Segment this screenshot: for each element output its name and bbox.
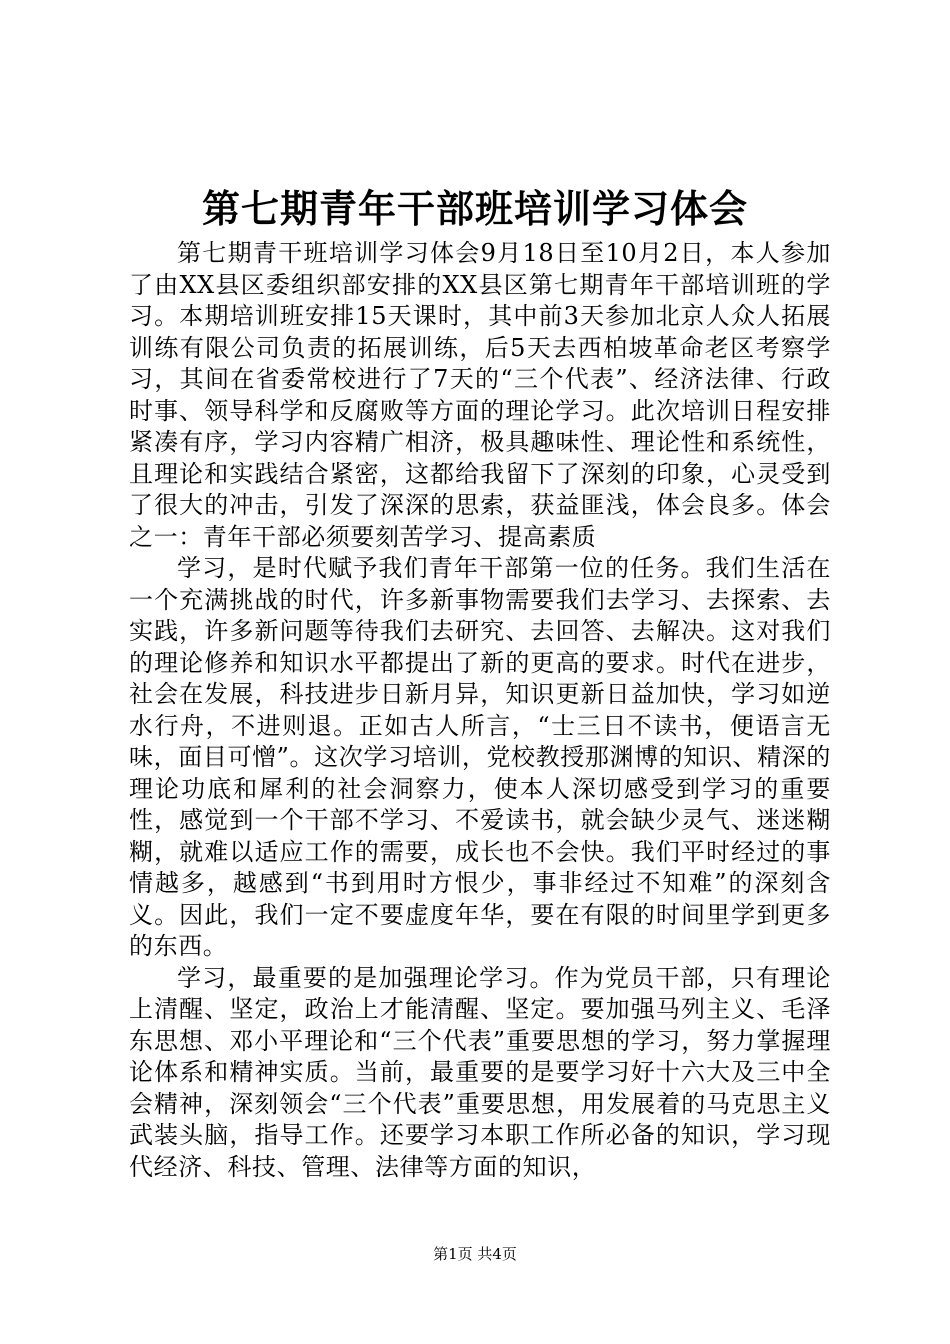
page-number-footer: 第1页 共4页 [433, 1245, 517, 1263]
paragraph-2: 学习，是时代赋予我们青年干部第一位的任务。我们生活在一个充满挑战的时代，许多新事物需要我们去学习、去探索、去实践，许多新问题等待我们去研究、去回答、去解决。这对我们的理论修养和知识水平都提出了新的更高的要求。时代在进步，社会在发展，科技进步日新月异，知识更新日益加快，学习如逆水行舟，不进则退。正如古人所言，“士三日不读书，便语言无味，面目可憎”。这次学习培训，党校教授那渊博的知识、精深的理论功底和犀利的社会洞察力，使本人深切感受到学习的重要性，感觉到一个干部不学习、不爱读书，就会缺少灵气、迷迷糊糊，就难以适应工作的需要，成长也不会快。我们平时经过的事情越多，越感到“书到用时方恨少，事非经过不知难”的深刻含义。因此，我们一定不要虚度年华，要在有限的时间里学到更多的东西。 [129, 554, 831, 960]
document-body [129, 238, 831, 1183]
document-title: 第七期青年干部班培训学习体会 [201, 186, 748, 231]
paragraph-1: 第七期青干班培训学习体会9月18日至10月2日，本人参加了由XX县区委组织部安排的XX县区第七期青年干部培训班的学习。本期培训班安排15天课时，其中前3天参加北京人众人拓展训练有限公司负责的拓展训练，后5天去西柏坡革命老区考察学习，其间在省委常校进行了7天的“三个代表”、经济法律、行政时事、领导科学和反腐败等方面的理论学习。此次培训日程安排紧凑有序，学习内容精广相济，极具趣味性、理论性和系统性，且理论和实践结合紧密，这都给我留下了深刻的印象，心灵受到了很大的冲击，引发了深深的思索，获益匪浅，体会良多。体会之一：青年干部必须要刻苦学习、提高素质 [129, 239, 831, 551]
paragraph-3: 学习，最重要的是加强理论学习。作为党员干部，只有理论上清醒、坚定，政治上才能清醒、坚定。要加强马列主义、毛泽东思想、邓小平理论和“三个代表”重要思想的学习，努力掌握理论体系和精神实质。当前，最重要的是要学习好十六大及三中全会精神，深刻领会“三个代表”重要思想，用发展着的马克思主义武装头脑，指导工作。还要学习本职工作所必备的知识，学习现代经济、科技、管理、法律等方面的知识， [129, 963, 831, 1181]
